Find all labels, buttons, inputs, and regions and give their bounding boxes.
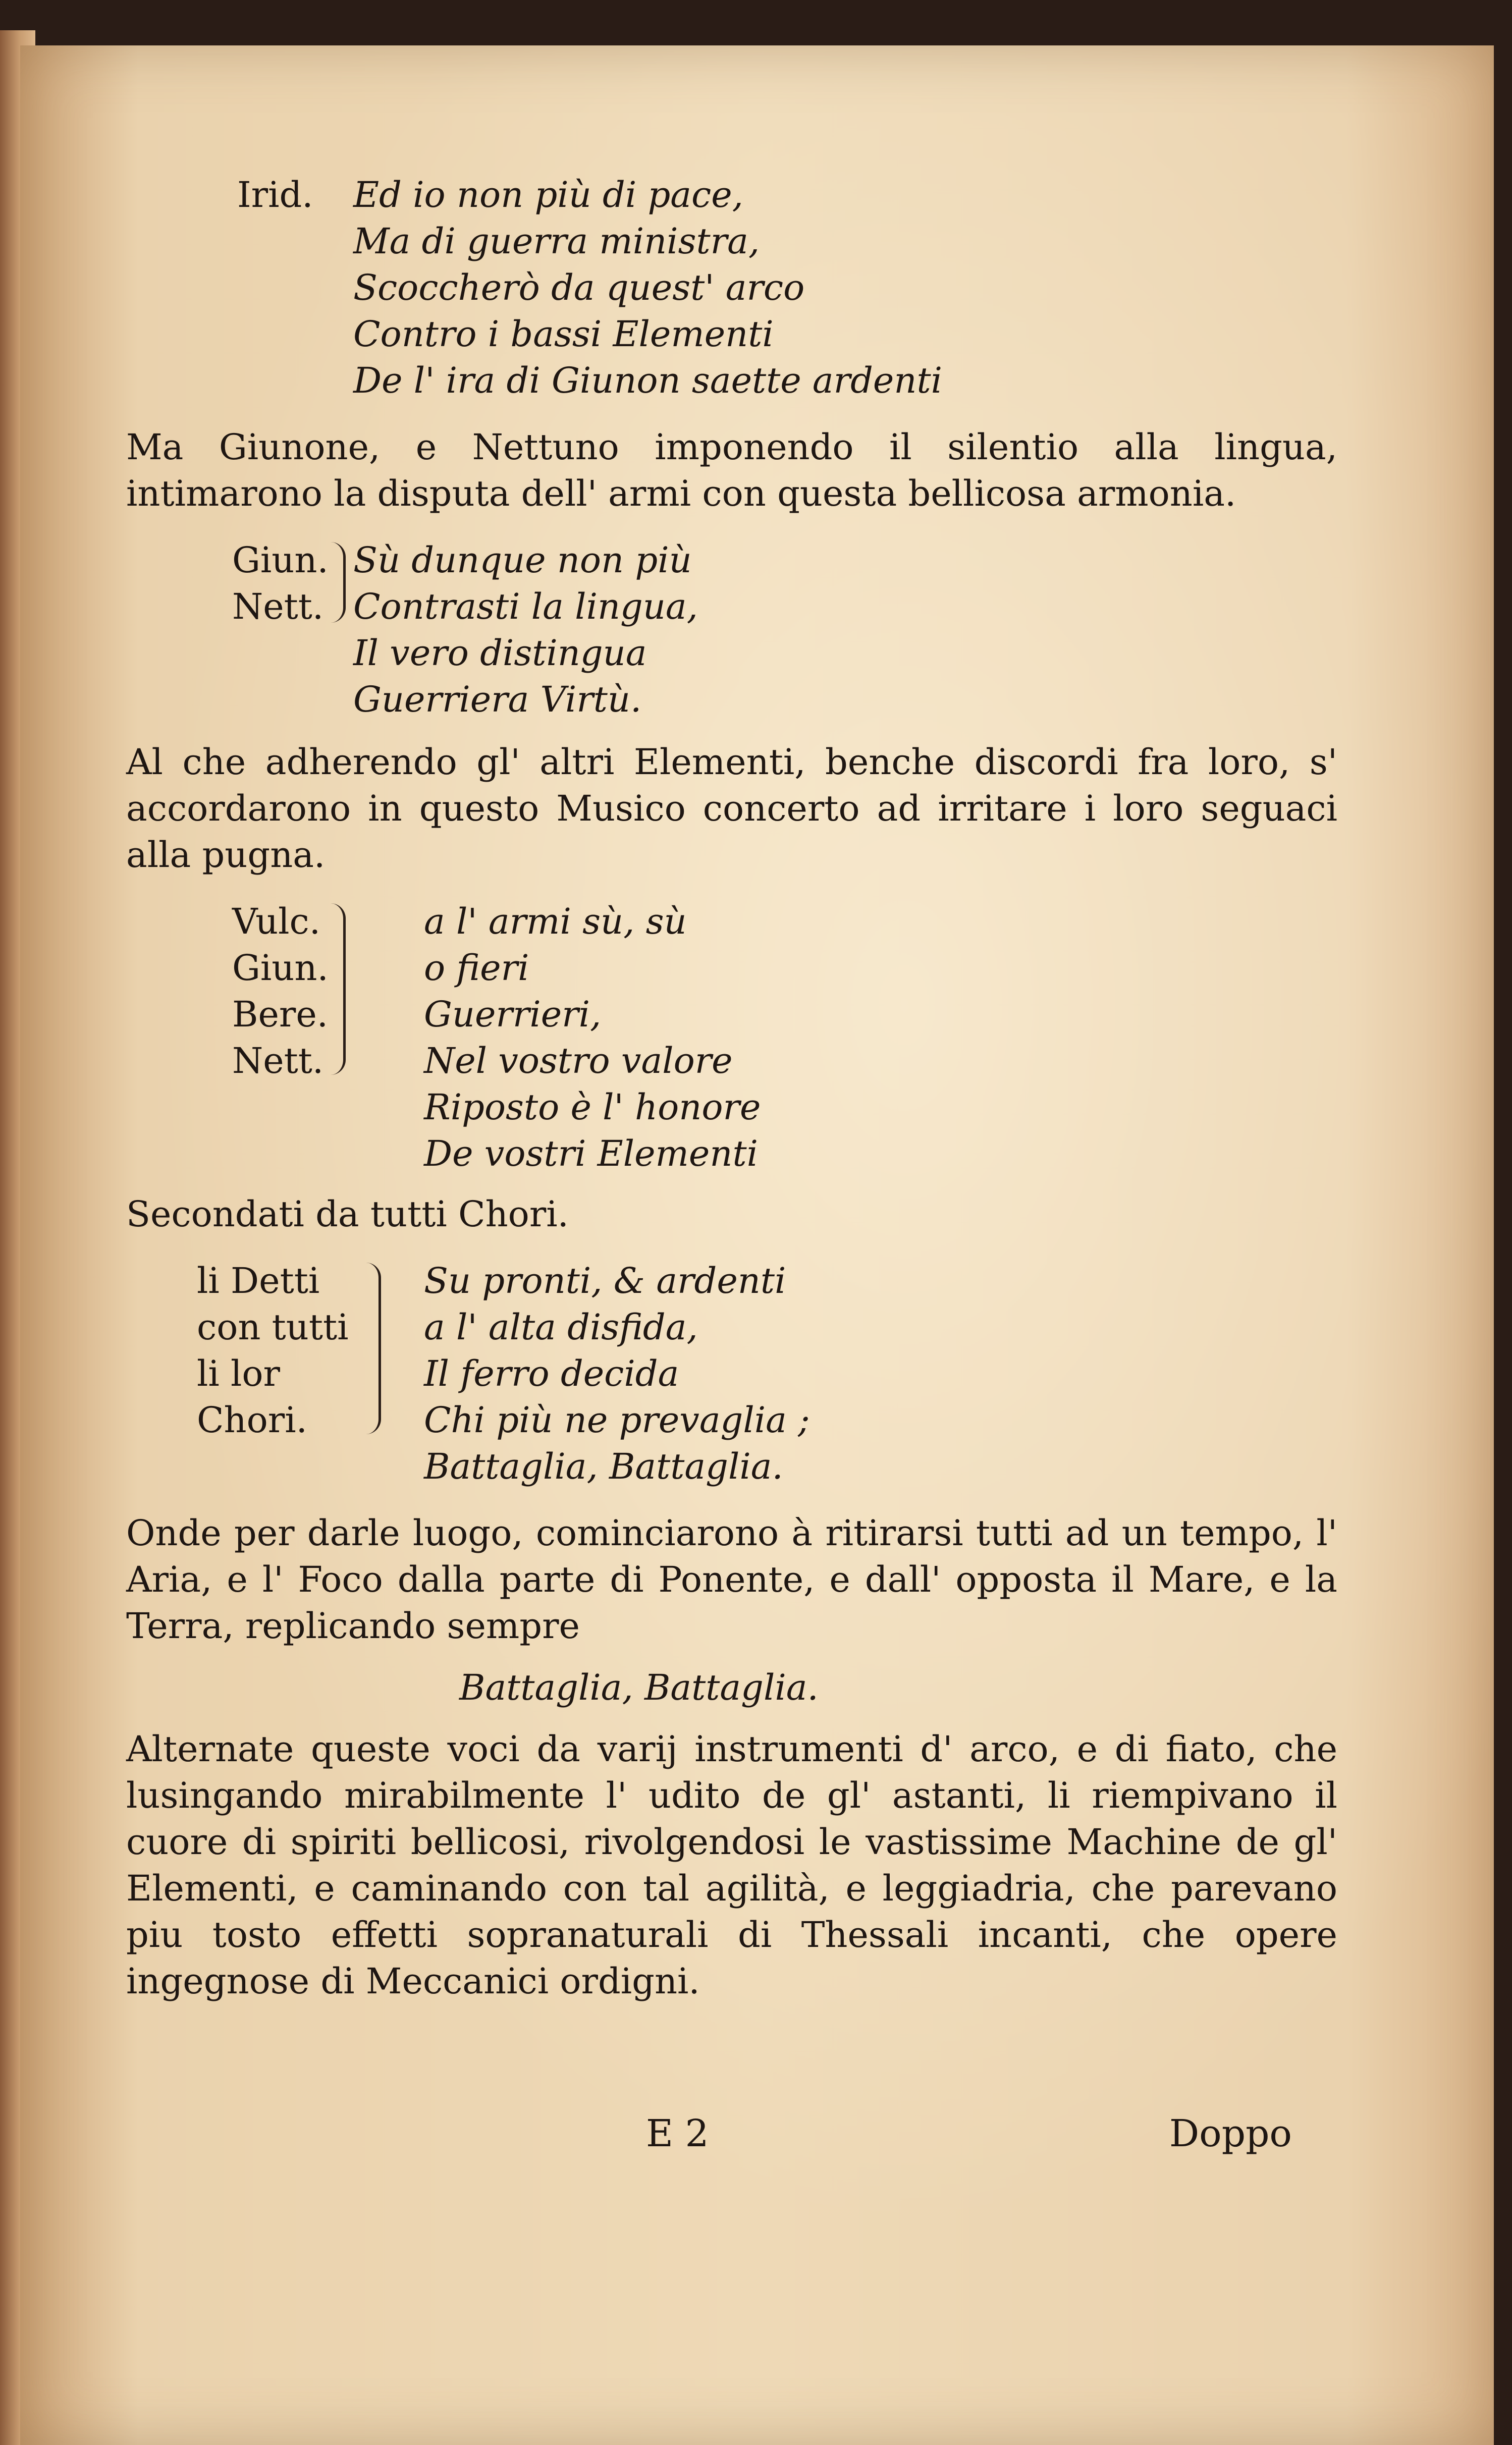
verse-line: Scoccherò da quest' arco [353,267,805,308]
page-text [126,172,1337,2004]
all-chorus-speakers [197,1258,349,1443]
speaker-brace [328,903,346,1075]
verse-line: Su pronti, & ardenti [424,1260,786,1301]
verse-line: Riposto è l' honore [424,1086,761,1128]
page-footer [126,2112,1337,2172]
speaker-name: Giun. [232,947,329,989]
verse-line: Il vero distingua [353,632,647,674]
verse-line: De vostri Elementi [424,1133,758,1174]
speaker-name: Bere. [232,994,329,1035]
speaker-name: Vulc. [232,901,320,942]
verse-line: Guerriera Virtù. [353,679,642,720]
verse-line: Battaglia, Battaglia. [424,1446,783,1487]
speaker-name: Nett. [232,586,324,627]
speaker-name: con tutti [197,1307,349,1348]
speaker-irid: Irid. [237,174,313,215]
speaker-name: li Detti [197,1260,320,1301]
elements-lines [424,898,1337,1177]
speaker-brace [363,1263,381,1434]
speaker-name: li lor [197,1353,281,1394]
speaker-name: Giun. [232,539,329,581]
verse-line: o fieri [424,947,529,989]
giun-nett-lines [353,537,1337,723]
speaker-brace [328,542,346,623]
paragraph-accord: Al che adherendo gl' altri Elementi, benche discordi fra loro, s' accordarono in questo Musico concerto ad irritare i loro seguaci alla pugna. [126,741,1337,876]
verse-line: a l' alta disfida, [424,1307,698,1348]
verse-line: Nel vostro valore [424,1040,733,1081]
irid-lines [353,172,1337,404]
irid-verse [126,172,1337,409]
all-chorus-lines [424,1258,1337,1490]
elements-chorus-verse [126,898,1337,1181]
verse-line: Chi più ne prevaglia ; [424,1399,810,1441]
giun-nett-speakers [232,537,329,630]
refrain-line: Battaglia, Battaglia. [459,1667,819,1708]
verse-line: De l' ira di Giunon saette ardenti [353,360,942,401]
verse-line: Sù dunque non più [353,539,692,581]
catchword: Doppo [1169,2112,1292,2155]
verse-line: Ed io non più di pace, [353,174,743,215]
book-page [20,45,1494,2445]
verse-line: Contrasti la lingua, [353,586,698,627]
elements-speakers [232,898,329,1084]
verse-line: Contro i bassi Elementi [353,313,774,355]
paragraph-instruments: Alternate queste voci da varij instrumenti d' arco, e di fiato, che lusingando mirabilmente l' udito de gl' astanti, li riempivano il cuore di spiriti bellicosi, rivolgendosi le vastissime Machine de gl' Elementi, e caminando con tal agilità, e leggiadria, che parevano piu tosto effetti sopranaturali di Thessali incanti, che opere ingegnose di Meccanici ordigni. [126,1728,1337,2002]
signature-mark: E 2 [646,2112,709,2155]
all-chorus-verse [126,1258,1337,1495]
speaker-name: Chori. [197,1399,307,1441]
speaker-name: Nett. [232,1040,324,1081]
verse-line: Ma di guerra ministra, [353,221,760,262]
paragraph-intimation: Ma Giunone, e Nettuno imponendo il silentio alla lingua, intimarono la disputa dell' armi con questa bellicosa armonia. [126,426,1337,514]
verse-line: Il ferro decida [424,1353,679,1394]
verse-line: Guerrieri, [424,994,602,1035]
giun-nett-verse [126,537,1337,729]
paragraph-seconded: Secondati da tutti Chori. [126,1193,569,1235]
verse-line: a l' armi sù, sù [424,901,687,942]
paragraph-retreat: Onde per darle luogo, cominciarono à ritirarsi tutti ad un tempo, l' Aria, e l' Foco dalla parte di Ponente, e dall' opposta il Mare, e la Terra, replicando sempre [126,1512,1337,1647]
